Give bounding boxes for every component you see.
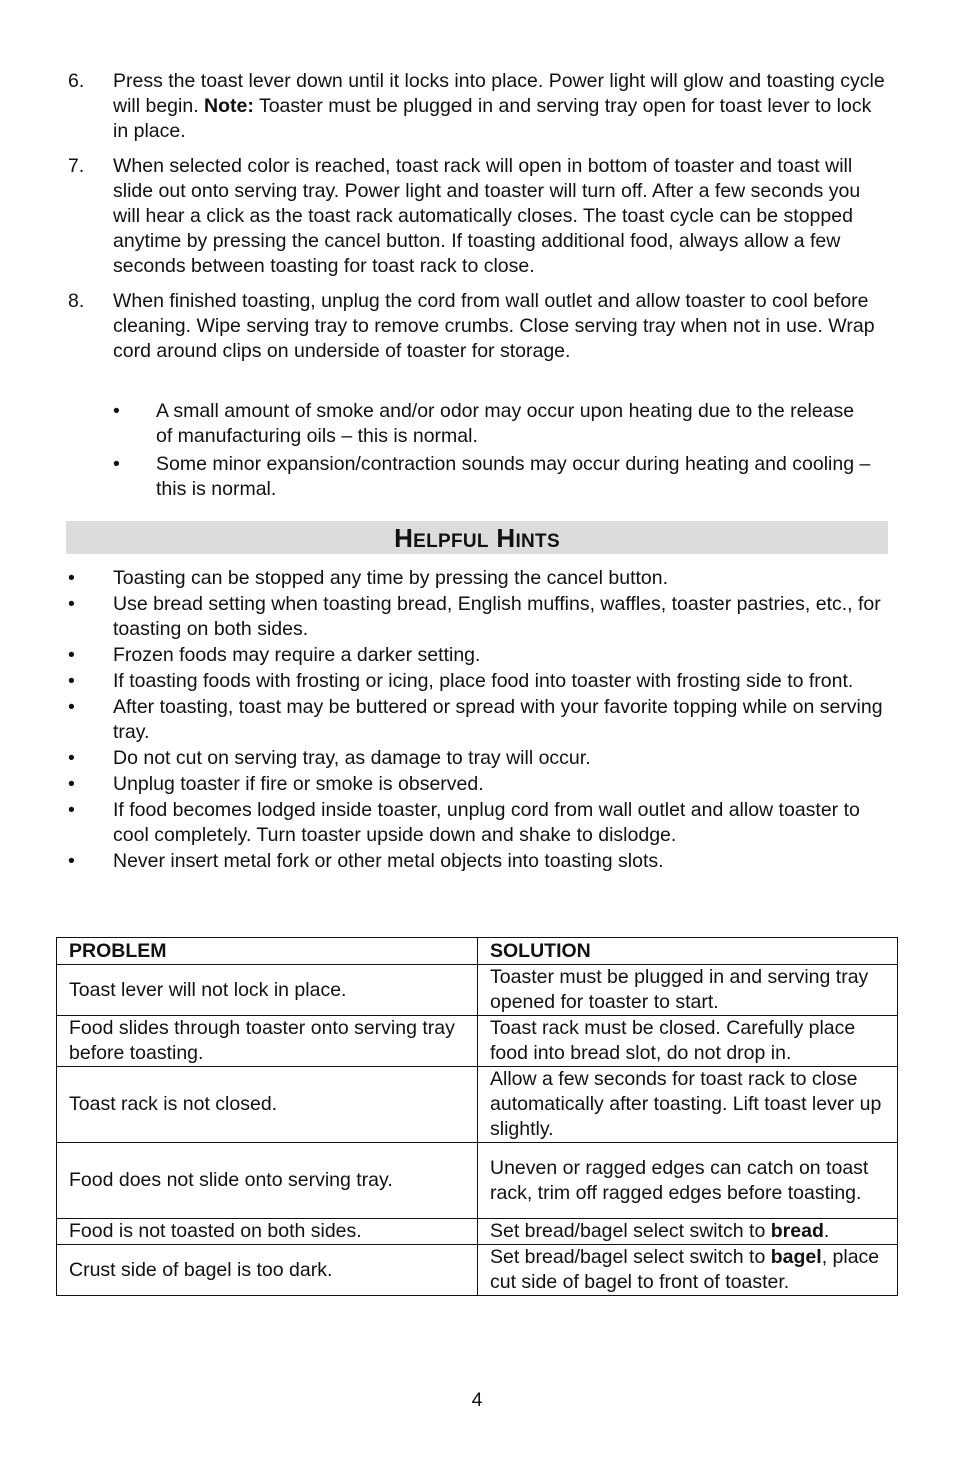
troubleshooting-table	[56, 937, 898, 1296]
hint-item	[68, 849, 888, 874]
hint-text: Unplug toaster if fire or smoke is observed.	[113, 773, 484, 795]
helpful-hints-list	[68, 566, 888, 875]
section-heading-helpful-hints	[66, 521, 888, 554]
step-item	[68, 289, 888, 364]
solution-cell	[478, 1219, 898, 1245]
bullet-marker: •	[68, 644, 75, 666]
table-row	[57, 1016, 898, 1067]
hint-item	[68, 695, 888, 745]
table-row	[57, 1245, 898, 1296]
solution-cell: Toaster must be plugged in and serving tray opened for toaster to start.	[478, 965, 898, 1016]
table-row	[57, 1219, 898, 1245]
hint-text: If food becomes lodged inside toaster, unplug cord from wall outlet and allow toaster to cool completely. Turn toaster upside down and shake to dislodge.	[113, 799, 860, 846]
step-text	[113, 69, 888, 144]
column-header-problem: PROBLEM	[57, 938, 478, 965]
step-number: 8.	[68, 290, 85, 312]
hint-item	[68, 592, 888, 642]
table-row	[57, 1143, 898, 1219]
bullet-marker: •	[68, 747, 75, 769]
solution-emphasis: bread	[770, 1220, 824, 1242]
note-text: A small amount of smoke and/or odor may occur upon heating due to the release of manufacturing oils – this is normal.	[156, 400, 855, 447]
hint-item	[68, 746, 888, 771]
problem-cell: Food slides through toaster onto serving tray before toasting.	[57, 1016, 478, 1067]
column-header-solution: SOLUTION	[478, 938, 898, 965]
hint-text: If toasting foods with frosting or icing, place food into toaster with frosting side to front.	[113, 670, 854, 692]
note-text: Some minor expansion/contraction sounds may occur during heating and cooling – this is normal.	[156, 453, 871, 500]
step-item	[68, 69, 888, 144]
bullet-marker: •	[113, 400, 120, 422]
hint-item	[68, 643, 888, 668]
note-item	[113, 399, 873, 449]
hint-text: Do not cut on serving tray, as damage to tray will occur.	[113, 747, 591, 769]
hint-text: Toasting can be stopped any time by pressing the cancel button.	[113, 567, 669, 589]
normal-operation-notes	[113, 399, 873, 505]
step-number: 7.	[68, 155, 85, 177]
table-row	[57, 1067, 898, 1143]
problem-cell: Crust side of bagel is too dark.	[57, 1245, 478, 1296]
hint-text: After toasting, toast may be buttered or spread with your favorite topping while on serving tray.	[113, 696, 883, 743]
bullet-marker: •	[68, 567, 75, 589]
bullet-marker: •	[113, 453, 120, 475]
hint-text: Never insert metal fork or other metal objects into toasting slots.	[113, 850, 664, 872]
hint-text: Frozen foods may require a darker setting.	[113, 644, 481, 666]
note-label: Note:	[204, 95, 254, 117]
step-text: When finished toasting, unplug the cord from wall outlet and allow toaster to cool before cleaning. Wipe serving tray to remove crumbs. Close serving tray when not in use. Wrap cord around clips on underside of toaster for storage.	[113, 290, 875, 362]
step-text: When selected color is reached, toast rack will open in bottom of toaster and toast will slide out onto serving tray. Power light and toaster will turn off. After a few seconds you will hear a click as the toast rack automatically closes. The toast cycle can be stopped anytime by pressing the cancel button. If toasting additional food, always allow a few seconds between toasting for toast rack to close.	[113, 155, 861, 277]
solution-text: , place cut side of bagel to front of toaster.	[490, 1246, 880, 1293]
page-number: 4	[471, 1389, 483, 1411]
bullet-marker: •	[68, 696, 75, 718]
solution-text: Set bread/bagel select switch to	[490, 1220, 771, 1242]
problem-cell: Food is not toasted on both sides.	[57, 1219, 478, 1245]
solution-cell: Allow a few seconds for toast rack to close automatically after toasting. Lift toast lever up slightly.	[478, 1067, 898, 1143]
bullet-marker: •	[68, 593, 75, 615]
solution-cell	[478, 1245, 898, 1296]
heading-rest: INTS	[515, 531, 560, 552]
solution-emphasis: bagel	[770, 1246, 822, 1268]
hint-item	[68, 669, 888, 694]
problem-cell: Toast rack is not closed.	[57, 1067, 478, 1143]
hint-text: Use bread setting when toasting bread, English muffins, waffles, toaster pastries, etc., for toasting on both sides.	[113, 593, 881, 640]
solution-cell: Toast rack must be closed. Carefully place food into bread slot, do not drop in.	[478, 1016, 898, 1067]
solution-cell: Uneven or ragged edges can catch on toast rack, trim off ragged edges before toasting.	[478, 1143, 898, 1219]
solution-text: .	[823, 1220, 830, 1242]
numbered-steps	[68, 69, 888, 374]
table-row	[57, 965, 898, 1016]
bullet-marker: •	[68, 773, 75, 795]
heading-initial: H	[394, 523, 414, 553]
table-header-row	[57, 938, 898, 965]
note-item	[113, 452, 873, 502]
heading-initial: H	[496, 523, 516, 553]
bullet-marker: •	[68, 670, 75, 692]
hint-item	[68, 798, 888, 848]
step-text-part: Toaster must be plugged in and serving tray open for toast lever to lock in place.	[113, 95, 872, 142]
step-text-part: Press the toast lever down until it locks into place. Power light will glow and toasting cycle will begin.	[113, 70, 885, 117]
hint-item	[68, 772, 888, 797]
step-number: 6.	[68, 70, 85, 92]
bullet-marker: •	[68, 850, 75, 872]
heading-rest: ELPFUL	[413, 531, 489, 552]
solution-text: Set bread/bagel select switch to	[490, 1246, 771, 1268]
step-item	[68, 154, 888, 279]
problem-cell: Toast lever will not lock in place.	[57, 965, 478, 1016]
bullet-marker: •	[68, 799, 75, 821]
problem-cell: Food does not slide onto serving tray.	[57, 1143, 478, 1219]
hint-item	[68, 566, 888, 591]
